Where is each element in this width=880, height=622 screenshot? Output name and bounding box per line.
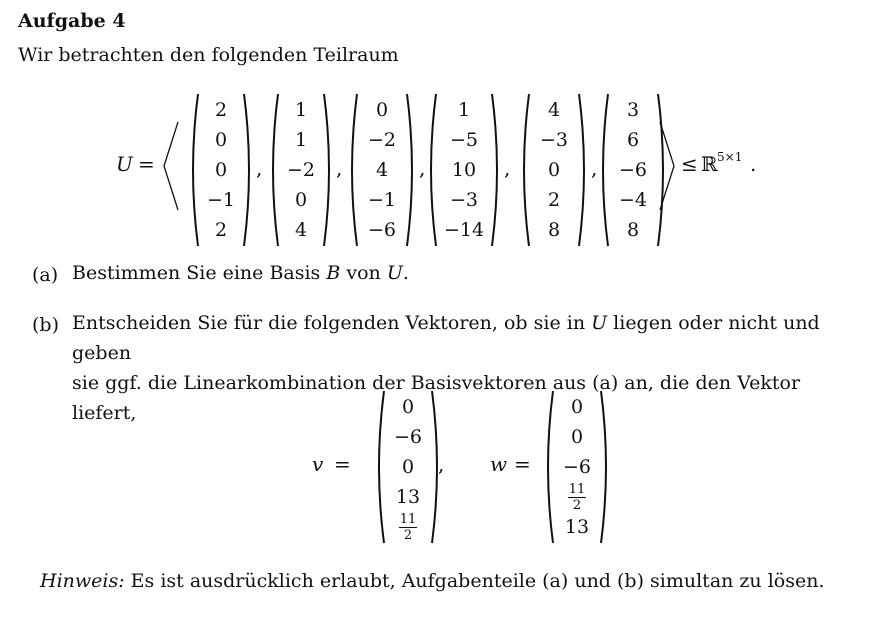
generator-vector-3	[345, 93, 419, 247]
real-space-symbol: ℝ	[701, 152, 718, 176]
right-parenthesis	[577, 93, 591, 247]
part-b-text	[72, 308, 862, 428]
definition-period: .	[750, 152, 757, 176]
generator-vector-2	[266, 93, 336, 247]
left-parenthesis	[517, 93, 531, 247]
equals-sign: =	[138, 152, 155, 176]
hint-note	[40, 570, 825, 592]
vector-separator-comma: ,	[591, 156, 598, 180]
vector-entry	[568, 482, 587, 512]
vector-separator-comma: ,	[419, 156, 426, 180]
vector-entry: −14	[443, 218, 485, 241]
fraction-denominator: 2	[403, 527, 413, 543]
left-parenthesis	[541, 390, 555, 544]
left-parenthesis	[345, 93, 359, 247]
vector-entry: 2	[547, 188, 561, 211]
generator-vector-1	[186, 93, 256, 247]
vector-entry: 8	[547, 218, 561, 241]
vector-entry: 2	[214, 98, 228, 121]
subset-relation: ≤	[681, 152, 698, 176]
vector-w	[541, 390, 613, 544]
generator-vector-5	[517, 93, 591, 247]
vector-entry: −3	[539, 128, 568, 151]
vector-entry: 0	[294, 188, 308, 211]
basis-variable: B	[326, 262, 341, 284]
vector-entry: −2	[286, 158, 315, 181]
vector-entry: −1	[367, 188, 396, 211]
fraction-numerator: 11	[568, 481, 586, 497]
vector-entry: −4	[618, 188, 647, 211]
part-a-text-2: von	[340, 262, 387, 284]
real-space-exponent: 5×1	[717, 150, 743, 164]
vector-entry: 0	[570, 425, 584, 448]
vector-entry: 1	[294, 98, 308, 121]
vector-v-comma: ,	[438, 452, 445, 476]
right-parenthesis	[242, 93, 256, 247]
vector-entry: 3	[626, 98, 640, 121]
vector-entry: −6	[393, 425, 422, 448]
vector-entry: 0	[570, 395, 584, 418]
part-b-line1-post: liegen oder nicht und geben	[72, 312, 820, 364]
part-b-line-2: sie ggf. die Linearkombination der Basisvektoren aus (a) an, die den Vektor liefert,	[72, 372, 801, 424]
vector-entry: −3	[449, 188, 478, 211]
right-parenthesis	[430, 390, 444, 544]
vector-entry: 10	[451, 158, 477, 181]
vector-entry: 4	[375, 158, 389, 181]
right-parenthesis	[490, 93, 504, 247]
vector-entry: 0	[375, 98, 389, 121]
left-angle-bracket	[160, 120, 182, 212]
hint-label: Hinweis:	[40, 570, 125, 592]
fraction-denominator: 2	[572, 497, 582, 513]
generator-vector-4	[424, 93, 504, 247]
vector-entry: 0	[401, 455, 415, 478]
subspace-variable: U	[386, 262, 403, 284]
part-a-text-3: .	[402, 262, 409, 284]
left-parenthesis	[266, 93, 280, 247]
vector-separator-comma: ,	[504, 156, 511, 180]
part-a-label: (a)	[32, 264, 59, 286]
vector-entry: 1	[294, 128, 308, 151]
left-parenthesis	[372, 390, 386, 544]
fraction	[568, 483, 587, 512]
vector-entry: −6	[367, 218, 396, 241]
part-b-label: (b)	[32, 314, 59, 336]
vector-v-equals: =	[334, 452, 351, 476]
vector-entry: −6	[618, 158, 647, 181]
exercise-heading: Aufgabe 4	[18, 10, 126, 32]
vector-entry: 0	[401, 395, 415, 418]
left-parenthesis	[596, 93, 610, 247]
right-parenthesis	[656, 93, 670, 247]
fraction	[399, 513, 418, 542]
vector-separator-comma: ,	[336, 156, 343, 180]
part-b-line1-pre: Entscheiden Sie für die folgenden Vektoren, ob sie in	[72, 312, 592, 334]
subspace-name: U	[116, 152, 133, 176]
vector-entry: 13	[564, 515, 590, 538]
vector-entry: 0	[214, 128, 228, 151]
vector-separator-comma: ,	[256, 156, 263, 180]
vector-entry	[399, 512, 418, 542]
vector-w-name: w	[490, 452, 508, 476]
vector-entry: −1	[206, 188, 235, 211]
vector-entry: 1	[457, 98, 471, 121]
vector-w-equals: =	[514, 452, 531, 476]
vector-entry: −6	[562, 455, 591, 478]
vector-entry: 0	[547, 158, 561, 181]
vector-v-name: v	[312, 452, 324, 476]
subspace-variable-b: U	[591, 312, 608, 334]
vector-entry: 4	[547, 98, 561, 121]
intro-text: Wir betrachten den folgenden Teilraum	[18, 44, 399, 66]
vector-entry: 2	[214, 218, 228, 241]
vector-entry: −5	[449, 128, 478, 151]
generator-vector-6	[596, 93, 670, 247]
part-b-line-1	[72, 308, 862, 368]
hint-text: Es ist ausdrücklich erlaubt, Aufgabenteile (a) und (b) simultan zu lösen.	[124, 570, 825, 592]
part-a-text	[72, 258, 409, 288]
right-parenthesis	[322, 93, 336, 247]
vector-v	[372, 390, 444, 544]
right-parenthesis	[599, 390, 613, 544]
vector-entry: 4	[294, 218, 308, 241]
fraction-numerator: 11	[399, 511, 417, 527]
left-parenthesis	[186, 93, 200, 247]
right-parenthesis	[405, 93, 419, 247]
vector-entry: 6	[626, 128, 640, 151]
vector-entry: 0	[214, 158, 228, 181]
vector-entry: −2	[367, 128, 396, 151]
left-parenthesis	[424, 93, 438, 247]
vector-entry: 8	[626, 218, 640, 241]
part-a-text-1: Bestimmen Sie eine Basis	[72, 262, 327, 284]
vector-entry: 13	[395, 485, 421, 508]
